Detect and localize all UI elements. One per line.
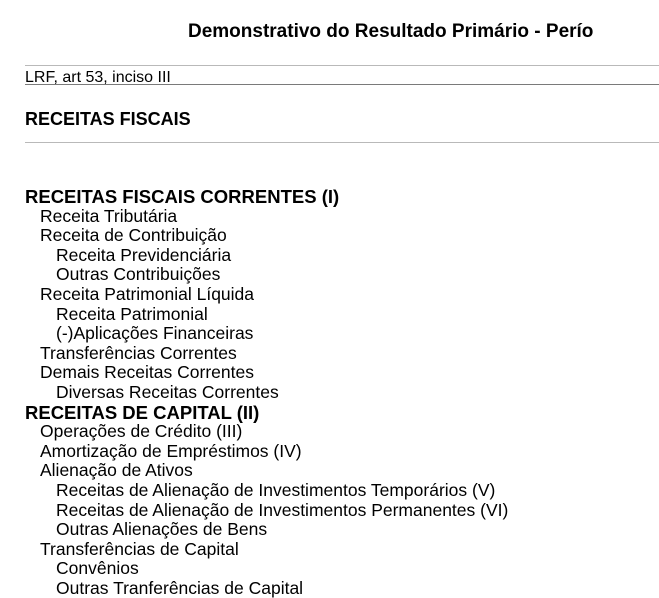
- group-heading-row: RECEITAS FISCAIS CORRENTES (I): [25, 186, 340, 207]
- section-heading: RECEITAS FISCAIS: [25, 109, 191, 129]
- line-item-row: Receitas de Alienação de Investimentos Temporários (V): [56, 479, 496, 500]
- legal-reference: LRF, art 53, inciso III: [25, 69, 171, 86]
- line-item-row: Amortização de Empréstimos (IV): [40, 440, 302, 461]
- line-item-row: Outras Tranferências de Capital: [56, 577, 304, 598]
- revenue-line-items: [25, 187, 508, 598]
- line-item-row: Convênios: [56, 558, 139, 579]
- line-item-row: Outras Contribuições: [56, 264, 221, 285]
- line-item-row: Operações de Crédito (III): [40, 421, 243, 442]
- group-heading-row: RECEITAS DE CAPITAL (II): [25, 401, 260, 423]
- line-item-row: Outras Alienações de Bens: [56, 519, 268, 540]
- line-item-row: Receitas de Alienação de Investimentos Permanentes (VI): [56, 499, 509, 520]
- line-item-row: (-)Aplicações Financeiras: [56, 323, 254, 344]
- line-item-row: Diversas Receitas Correntes: [56, 381, 279, 402]
- divider: [25, 65, 659, 66]
- line-item-row: Receita Tributária: [40, 205, 178, 226]
- line-item-row: Alienação de Ativos: [40, 460, 193, 481]
- line-item-row: Receita Previdenciária: [56, 244, 232, 265]
- line-item-row: Receita Patrimonial Líquida: [40, 283, 255, 304]
- line-item-row: Receita de Contribuição: [40, 225, 227, 246]
- divider: [25, 142, 659, 143]
- line-item-row: Demais Receitas Correntes: [40, 362, 254, 383]
- line-item-row: Receita Patrimonial: [56, 303, 208, 324]
- line-item-row: Transferências de Capital: [40, 538, 239, 559]
- report-title: Demonstrativo do Resultado Primário - Perío: [188, 21, 594, 42]
- line-item-row: Transferências Correntes: [40, 342, 237, 363]
- divider: [25, 84, 659, 85]
